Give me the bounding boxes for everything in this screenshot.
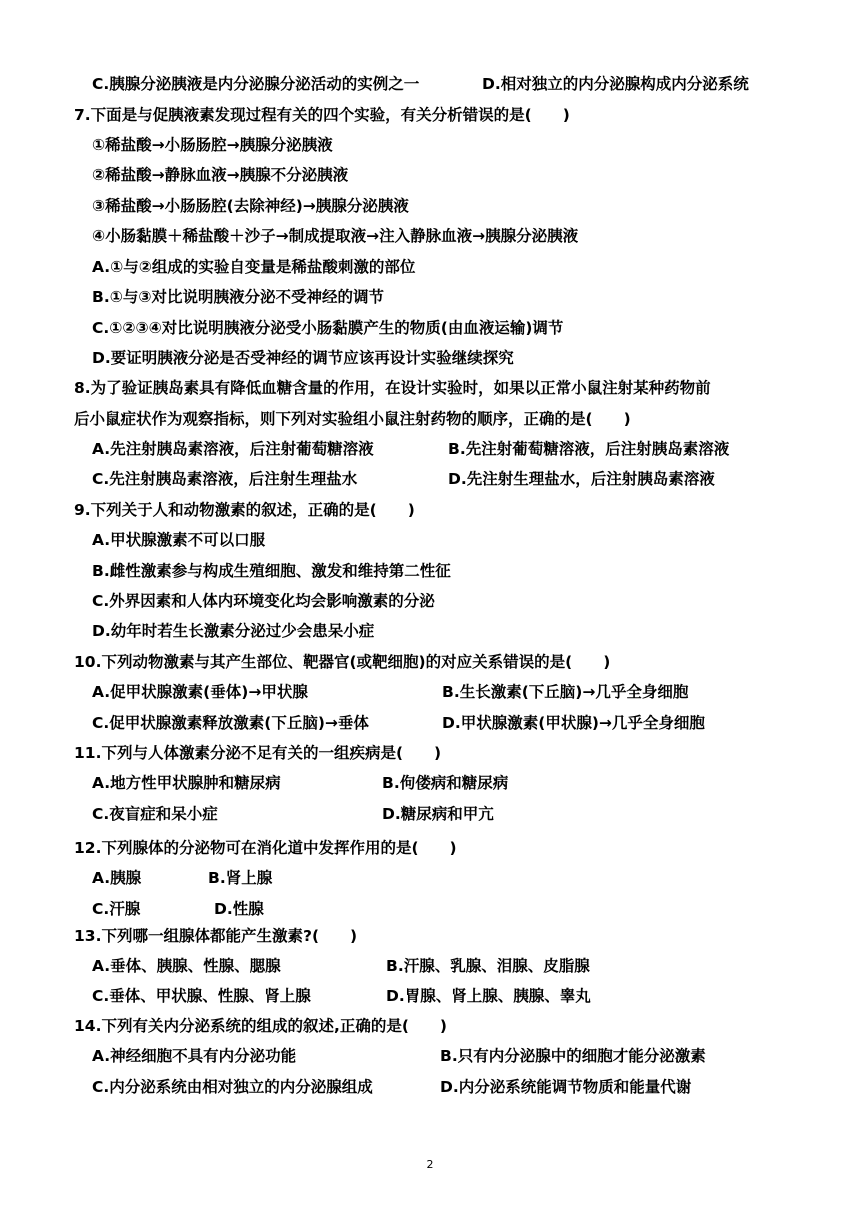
q7-item-3: ③稀盐酸→小肠肠腔(去除神经)→胰腺分泌胰液 — [92, 197, 409, 215]
q7-item-2: ②稀盐酸→静脉血液→胰腺不分泌胰液 — [92, 166, 349, 184]
q13-option-d: D.胃腺、肾上腺、胰腺、睾丸 — [386, 987, 591, 1005]
q7-option-a: A.①与②组成的实验自变量是稀盐酸刺激的部位 — [92, 258, 416, 276]
q9-option-c: C.外界因素和人体内环境变化均会影响激素的分泌 — [92, 592, 435, 610]
q11-option-b: B.佝偻病和糖尿病 — [382, 774, 509, 792]
q9-option-b: B.雌性激素参与构成生殖细胞、激发和维持第二性征 — [92, 562, 451, 580]
q13-stem: 13.下列哪一组腺体都能产生激素?( ) — [74, 927, 358, 945]
q6-option-c: C.胰腺分泌胰液是内分泌腺分泌活动的实例之一 — [92, 75, 420, 93]
q14-option-b: B.只有内分泌腺中的细胞才能分泌激素 — [440, 1047, 706, 1065]
q8-option-b: B.先注射葡萄糖溶液，后注射胰岛素溶液 — [448, 440, 730, 458]
q11-stem: 11.下列与人体激素分泌不足有关的一组疾病是( ) — [74, 744, 442, 762]
q7-stem: 7.下面是与促胰液素发现过程有关的四个实验，有关分析错误的是( ) — [74, 106, 570, 124]
q7-item-1: ①稀盐酸→小肠肠腔→胰腺分泌胰液 — [92, 136, 333, 154]
q11-option-d: D.糖尿病和甲亢 — [382, 805, 494, 823]
q10-option-b: B.生长激素(下丘脑)→几乎全身细胞 — [442, 683, 689, 701]
q14-stem: 14.下列有关内分泌系统的组成的叙述,正确的是( ) — [74, 1017, 448, 1035]
q7-item-4: ④小肠黏膜＋稀盐酸＋沙子→制成提取液→注入静脉血液→胰腺分泌胰液 — [92, 227, 579, 245]
q14-option-c: C.内分泌系统由相对独立的内分泌腺组成 — [92, 1078, 373, 1096]
q12-option-d: D.性腺 — [214, 900, 264, 918]
q12-option-c: C.汗腺 — [92, 900, 141, 918]
q14-option-d: D.内分泌系统能调节物质和能量代谢 — [440, 1078, 692, 1096]
q7-option-c: C.①②③④对比说明胰液分泌受小肠黏膜产生的物质(由血液运输)调节 — [92, 319, 564, 337]
q11-option-c: C.夜盲症和呆小症 — [92, 805, 218, 823]
q8-option-c: C.先注射胰岛素溶液，后注射生理盐水 — [92, 470, 358, 488]
q8-option-a: A.先注射胰岛素溶液，后注射葡萄糖溶液 — [92, 440, 374, 458]
q8-stem-line-2: 后小鼠症状作为观察指标，则下列对实验组小鼠注射药物的顺序，正确的是( ) — [74, 410, 631, 428]
q10-stem: 10.下列动物激素与其产生部位、靶器官(或靶细胞)的对应关系错误的是( ) — [74, 653, 611, 671]
q7-option-b: B.①与③对比说明胰液分泌不受神经的调节 — [92, 288, 384, 306]
q12-option-a: A.胰腺 — [92, 869, 142, 887]
page-number: 2 — [426, 1158, 434, 1171]
q11-option-a: A.地方性甲状腺肿和糖尿病 — [92, 774, 281, 792]
q9-option-a: A.甲状腺激素不可以口服 — [92, 531, 266, 549]
q10-option-d: D.甲状腺激素(甲状腺)→几乎全身细胞 — [442, 714, 705, 732]
q10-option-c: C.促甲状腺激素释放激素(下丘脑)→垂体 — [92, 714, 369, 732]
q7-option-d: D.要证明胰液分泌是否受神经的调节应该再设计实验继续探究 — [92, 349, 514, 367]
q14-option-a: A.神经细胞不具有内分泌功能 — [92, 1047, 297, 1065]
q9-stem: 9.下列关于人和动物激素的叙述，正确的是( ) — [74, 501, 415, 519]
q13-option-b: B.汗腺、乳腺、泪腺、皮脂腺 — [386, 957, 590, 975]
q12-option-b: B.肾上腺 — [208, 869, 273, 887]
q8-stem-line-1: 8.为了验证胰岛素具有降低血糖含量的作用，在设计实验时，如果以正常小鼠注射某种药物前 — [74, 379, 711, 397]
q9-option-d: D.幼年时若生长激素分泌过少会患呆小症 — [92, 622, 375, 640]
q10-option-a: A.促甲状腺激素(垂体)→甲状腺 — [92, 683, 308, 701]
q12-stem: 12.下列腺体的分泌物可在消化道中发挥作用的是( ) — [74, 839, 457, 857]
q13-option-c: C.垂体、甲状腺、性腺、肾上腺 — [92, 987, 311, 1005]
q13-option-a: A.垂体、胰腺、性腺、腮腺 — [92, 957, 281, 975]
q8-option-d: D.先注射生理盐水，后注射胰岛素溶液 — [448, 470, 715, 488]
q6-option-d: D.相对独立的内分泌腺构成内分泌系统 — [482, 75, 749, 93]
